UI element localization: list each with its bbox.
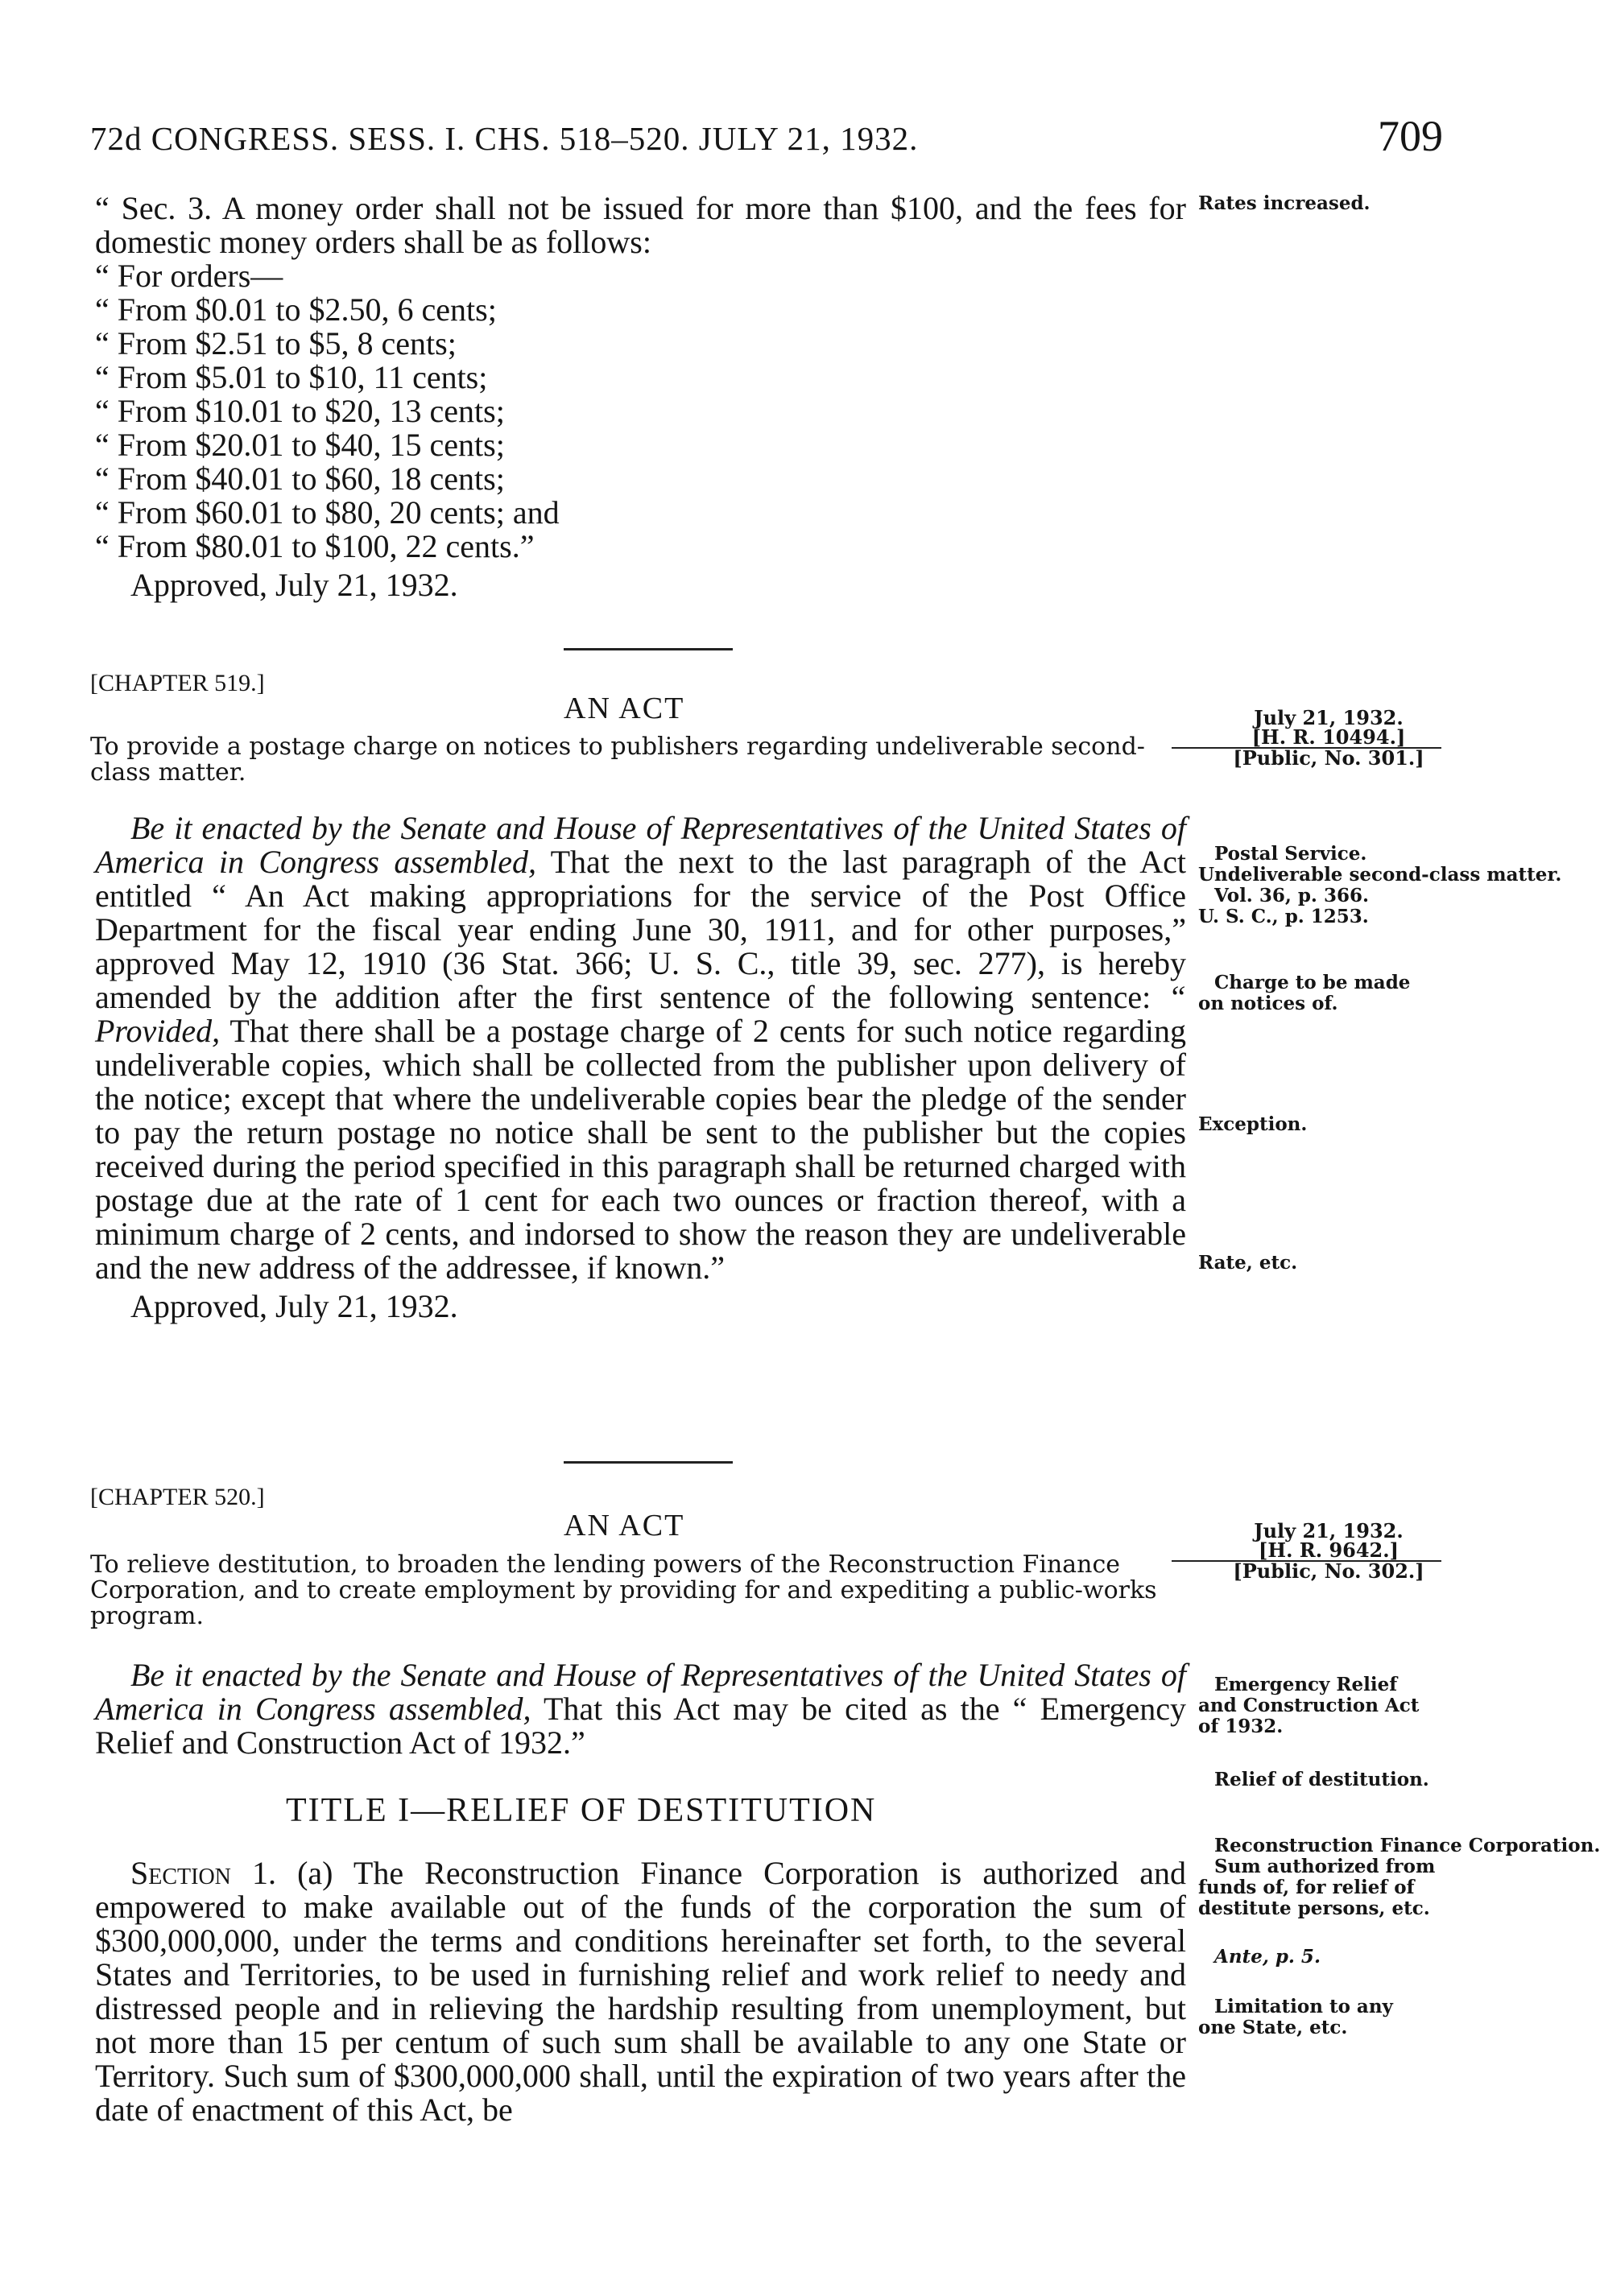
ch518-section-3: [95, 192, 1186, 602]
ch518-approved: Approved, July 21, 1932.: [130, 567, 458, 603]
margin-ante: Ante, p. 5.: [1214, 1946, 1321, 1968]
margin-limitation-2: one State, etc.: [1198, 2017, 1348, 2038]
ch519-public-law: [Public, No. 301.]: [1233, 746, 1424, 770]
ch519-provided-text: That there shall be a postage charge of 2 cents for such notice regarding undeliverable copies, which shall be collected from the publisher upon delivery of the notice; except that where the undeliverable copies bear the pledge of the sender to pay the return postage no notice shall be sent to the publisher but the copies received during the period specified in this paragraph shall be returned charged with postage due at the rate of 1 cent for each two ounces or fraction thereof, with a minimum charge of 2 cents, and indorsed to show the reason they are undeliverable and the new address of the addressee, if known.”: [95, 1013, 1186, 1286]
margin-rfc-2: Sum authorized from: [1214, 1856, 1436, 1877]
ch519-provided-word: “ Provided,: [95, 979, 1186, 1049]
margin-emergency-relief: [1198, 1675, 1440, 1737]
ch520-label: [CHAPTER 520.]: [90, 1484, 265, 1510]
ch520-enacting-clause: Be it enacted by the Senate and House of Representatives of the United States of America in Congress assembled,: [95, 1657, 1186, 1727]
ch520-bill: [H. R. 9642.]: [1216, 1541, 1441, 1562]
margin-charge-1: Charge to be made: [1214, 972, 1411, 993]
ch520-purpose: To relieve destitution, to broaden the lending powers of the Reconstruction Finance Corporation, and to create employment by providing for and expediting a public-works program.: [90, 1551, 1157, 1630]
ch520-date: July 21, 1932.: [1254, 1519, 1404, 1542]
ch519-an-act: AN ACT: [564, 692, 685, 725]
section-divider: [564, 1461, 733, 1464]
margin-rfc-3: funds of, for relief of: [1198, 1877, 1415, 1898]
fee-line: “ From $2.51 to $5, 8 cents;: [95, 325, 457, 361]
fee-line: “ From $40.01 to $60, 18 cents;: [95, 460, 505, 497]
ch519-body: [95, 811, 1186, 1324]
margin-limitation-1: Limitation to any: [1214, 1996, 1393, 2017]
ch520-enacting: [95, 1658, 1186, 1760]
section-label: Section 1.: [130, 1855, 276, 1891]
margin-emergency-1: Emergency Relief: [1214, 1674, 1398, 1695]
ch519-act-info: [1216, 708, 1441, 768]
ch519-date: July 21, 1932.: [1254, 706, 1404, 729]
margin-charge: [1198, 972, 1440, 1014]
ch519-approved: Approved, July 21, 1932.: [130, 1288, 458, 1324]
page-number: 709: [1378, 112, 1443, 160]
ch520-public-law: [Public, No. 302.]: [1233, 1559, 1424, 1583]
margin-charge-2: on notices of.: [1198, 993, 1338, 1014]
ch520-short-title: That this Act may be cited as the “ Emergency Relief and Construction Act of 1932.”: [95, 1691, 1186, 1761]
margin-rfc-4: destitute persons, etc.: [1198, 1898, 1430, 1919]
margin-emergency-2: and Construction Act: [1198, 1695, 1420, 1716]
section-divider: [564, 648, 733, 650]
margin-exception: Exception.: [1198, 1113, 1308, 1135]
ch520-section-1: [95, 1856, 1186, 2127]
ch520-act-info: [1216, 1519, 1441, 1583]
fee-line: “ From $10.01 to $20, 13 cents;: [95, 393, 505, 429]
section-1-text: (a) The Reconstruction Finance Corporation is authorized and empowered to make available out of the funds of the corporation the sum of $300,000,000, under the terms and conditions hereinafter set forth, to the several States and Territories, to be used in furnishing relief and work relief to needy and distressed people and in relieving the hardship resulting from unemployment, but not more than 15 per centum of such sum shall be available to any one State or Territory. Such sum of $300,000,000 shall, until the expiration of two years after the date of enactment of this Act, be: [95, 1855, 1186, 2128]
running-title: 72d CONGRESS. SESS. I. CHS. 518–520. JULY 21, 1932.: [90, 120, 919, 157]
margin-limitation: [1198, 1997, 1440, 2038]
margin-postal-2: Undeliverable second-class matter.: [1198, 864, 1562, 886]
margin-postal-4: U. S. C., p. 1253.: [1198, 906, 1369, 927]
fee-line: “ From $20.01 to $40, 15 cents;: [95, 427, 505, 463]
ch520-sec1-paragraph: [95, 1856, 1186, 2127]
running-head: [90, 112, 1443, 176]
fee-line: “ From $5.01 to $10, 11 cents;: [95, 359, 488, 395]
fee-intro: “ For orders—: [95, 258, 283, 294]
margin-rfc: [1198, 1835, 1600, 1919]
margin-emergency-3: of 1932.: [1198, 1716, 1284, 1737]
title-i-heading: TITLE I—RELIEF OF DESTITUTION: [286, 1792, 877, 1829]
fee-line: “ From $60.01 to $80, 20 cents; and: [95, 494, 560, 531]
margin-rfc-1: Reconstruction Finance Corporation.: [1214, 1835, 1600, 1856]
ch519-text: That the next to the last paragraph of the Act entitled “ An Act making appropriations for the service of the Post Office Department for the fiscal year ending June 30, 1911, and for other purposes,” approved May 12, 1910 (36 Stat. 366; U. S. C., title 39, sec. 277), is hereby amended by the addition after the first sentence of the following sentence:: [95, 844, 1187, 1015]
fee-line: “ From $0.01 to $2.50, 6 cents;: [95, 291, 497, 328]
ch519-paragraph: [95, 811, 1186, 1285]
ch518-sec3-text: “ Sec. 3. A money order shall not be issued for more than $100, and the fees for domestic money orders shall be as follows:: [95, 190, 1186, 260]
ch519-purpose: To provide a postage charge on notices to publishers regarding undeliverable second-class matter.: [90, 733, 1145, 787]
margin-postal-1: Postal Service.: [1214, 843, 1367, 865]
margin-rates-increased: Rates increased.: [1198, 192, 1371, 214]
fee-schedule: [95, 259, 1186, 564]
margin-postal-3: Vol. 36, p. 366.: [1214, 885, 1369, 906]
fee-line: “ From $80.01 to $100, 22 cents.”: [95, 528, 535, 564]
ch520-paragraph: [95, 1658, 1186, 1760]
ch519-bill: [H. R. 10494.]: [1216, 728, 1441, 749]
ch519-label: [CHAPTER 519.]: [90, 670, 265, 696]
ch520-an-act: AN ACT: [564, 1509, 685, 1542]
ch519-enacting-clause: Be it enacted by the Senate and House of Representatives of the United States of America in Congress assembled,: [95, 810, 1186, 880]
margin-postal-service: [1198, 843, 1562, 927]
margin-rate: Rate, etc.: [1198, 1252, 1298, 1274]
margin-relief-destitution: Relief of destitution.: [1214, 1769, 1429, 1790]
